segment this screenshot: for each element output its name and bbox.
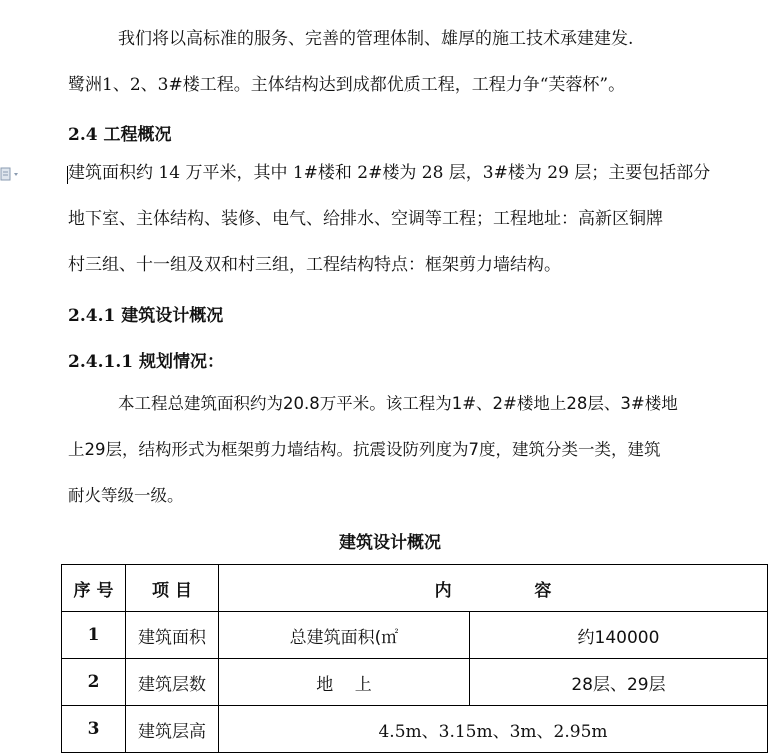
row-value: 约140000 [470,612,768,659]
table-row [62,659,768,706]
row-item: 建筑层高 [126,706,219,753]
row-no: 3 [62,706,126,753]
heading-2-4: 2.4 工程概况 [68,125,172,145]
row-no: 1 [62,612,126,659]
document-margin-icon[interactable] [0,167,22,181]
table-row [62,612,768,659]
heading-2-4-1-1: 2.4.1.1 规划情况： [68,352,224,372]
overview-line-3: 村三组、十一组及双和村三组，工程结构特点：框架剪力墙结构。 [68,255,561,275]
intro-line-1: 我们将以高标准的服务、完善的管理体制、雄厚的施工技术承建建发. [118,29,634,49]
overview-line-1: 建筑面积约 14 万平米，其中 1#楼和 2#楼为 28 层，3#楼为 29 层；主要包括部分 [68,163,711,183]
table-title: 建筑设计概况 [339,533,441,553]
row-item: 建筑面积 [126,612,219,659]
design-overview-table [61,564,768,753]
row-sub: 地 上 [219,659,470,706]
planning-line-1: 本工程总建筑面积约为20.8万平米。该工程为1#、2#楼地上28层、3#楼地 [118,394,678,413]
header-item: 项 目 [126,565,219,612]
header-no: 序 号 [62,565,126,612]
row-value: 4.5m、3.15m、3m、2.95m [219,706,768,753]
row-no: 2 [62,659,126,706]
planning-line-2: 上29层，结构形式为框架剪力墙结构。抗震设防列度为7度，建筑分类一类，建筑 [68,440,661,459]
row-item: 建筑层数 [126,659,219,706]
overview-line-2: 地下室、主体结构、装修、电气、给排水、空调等工程；工程地址：高新区铜牌 [68,209,663,229]
intro-line-2: 鹭洲1、2、3#楼工程。主体结构达到成都优质工程，工程力争“芙蓉杯”。 [68,75,626,95]
row-sub: 总建筑面积(㎡ [219,612,470,659]
intro-paragraph [68,16,698,108]
header-content: 内 容 [219,565,768,612]
planning-paragraph [68,381,698,519]
overview-paragraph [68,150,711,288]
table-row [62,706,768,753]
row-value: 28层、29层 [470,659,768,706]
table-header-row [62,565,768,612]
planning-line-3: 耐火等级一级。 [68,486,184,505]
heading-2-4-1: 2.4.1 建筑设计概况 [68,306,224,326]
